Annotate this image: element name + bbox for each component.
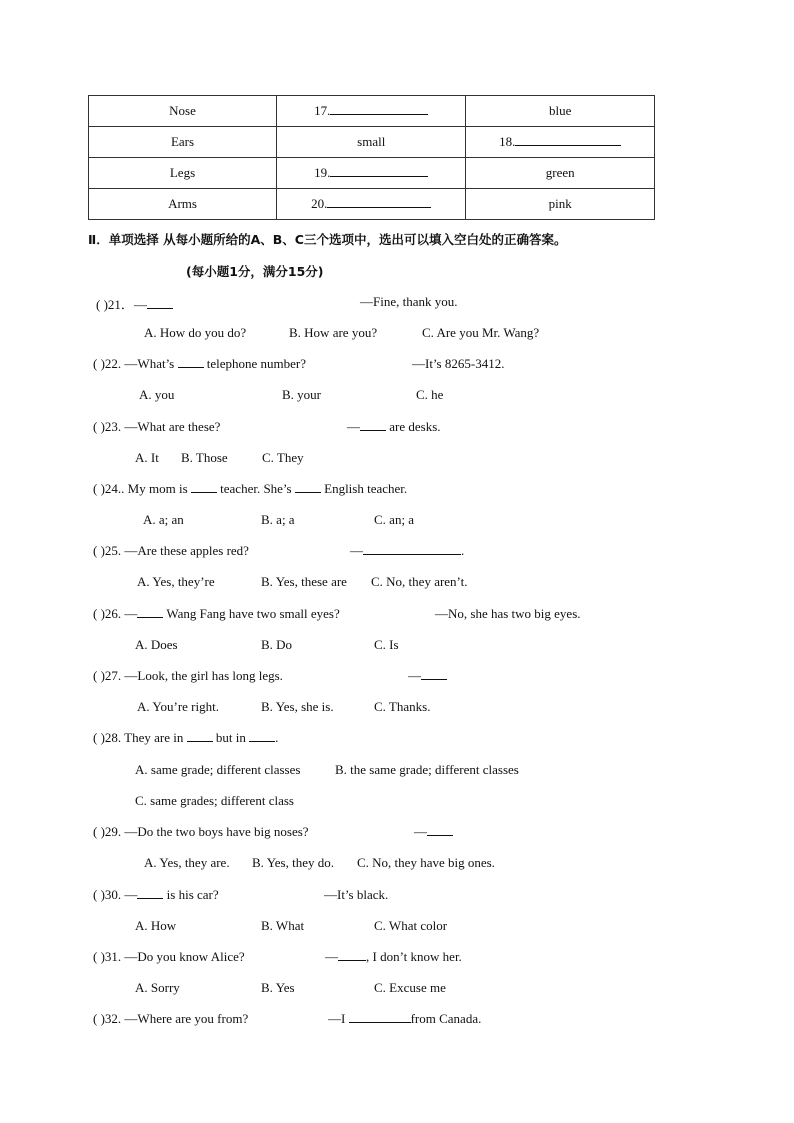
option-b[interactable]: B. Those [181, 450, 228, 465]
option-c[interactable]: C. Are you Mr. Wang? [422, 325, 540, 340]
table-row [89, 158, 655, 189]
option-c[interactable]: C. Is [374, 637, 399, 652]
option-b[interactable]: B. Yes, they do. [252, 855, 334, 870]
answer-text: —It’s black. [324, 887, 389, 902]
question-text: 22. —What’s [104, 356, 178, 371]
answer-paren[interactable]: ( ) [93, 668, 105, 683]
question-29 [93, 824, 309, 840]
option-a[interactable]: A. same grade; different classes [135, 762, 301, 777]
table-cell: pink [466, 189, 655, 220]
dash: — [133, 297, 147, 312]
question-31 [93, 949, 245, 965]
question-text: 30. — [104, 887, 138, 902]
question-23 [93, 419, 220, 435]
answer-text-tail: . [461, 543, 465, 558]
table-cell [277, 189, 466, 220]
blank-line[interactable] [421, 668, 447, 680]
answer-table [88, 95, 655, 220]
blank-line[interactable] [137, 887, 163, 899]
option-a[interactable]: A. How do you do? [144, 325, 247, 340]
table-cell: green [466, 158, 655, 189]
answer-paren[interactable]: ( ) [93, 949, 105, 964]
blank-line[interactable] [137, 606, 163, 618]
answer-paren[interactable]: ( ) [96, 297, 108, 312]
answer-text: —Fine, thank you. [360, 294, 458, 309]
blank-line[interactable] [147, 297, 173, 309]
dash: — [347, 419, 360, 434]
option-a[interactable]: A. You’re right. [137, 699, 219, 714]
answer-text: —It’s 8265-3412. [412, 356, 505, 371]
question-text: Wang Fang have two small eyes? [163, 606, 340, 621]
answer-text: —No, she has two big eyes. [435, 606, 581, 621]
table-cell: Nose [89, 96, 277, 127]
dash: — [408, 668, 421, 683]
question-text: 29. —Do the two boys have big noses? [104, 824, 309, 839]
answer-text [347, 419, 441, 435]
question-text: but in [212, 730, 250, 745]
blank-number: 17. [314, 103, 331, 118]
option-c[interactable]: C. They [262, 450, 304, 465]
option-b[interactable]: B. the same grade; different classes [335, 762, 519, 777]
section-title: Ⅱ．单项选择 从每小题所给的A、B、C三个选项中，选出可以填入空白处的正确答案。 [88, 232, 567, 247]
option-b[interactable]: B. How are you? [289, 325, 378, 340]
answer-text [414, 824, 453, 840]
question-text: 28. They are in [104, 730, 187, 745]
option-b[interactable]: B. your [282, 387, 321, 402]
answer-text-tail: from Canada. [410, 1011, 482, 1026]
question-text: . [275, 730, 279, 745]
blank-number: 19. [314, 165, 331, 180]
answer-text [350, 543, 464, 559]
blank-line[interactable] [191, 481, 217, 493]
table-cell: blue [466, 96, 655, 127]
question-text: 31. —Do you know Alice? [104, 949, 245, 964]
answer-paren[interactable]: ( ) [93, 606, 105, 621]
blank-line[interactable] [330, 103, 428, 115]
option-b[interactable]: B. What [261, 918, 305, 933]
blank-line[interactable] [187, 730, 213, 742]
answer-text-tail: , I don’t know her. [366, 949, 462, 964]
option-c[interactable]: C. same grades; different class [135, 793, 294, 808]
dash: —I [328, 1011, 349, 1026]
question-text: 32. —Where are you from? [104, 1011, 249, 1026]
option-c[interactable]: C. No, they aren’t. [371, 574, 468, 589]
question-32 [93, 1011, 248, 1027]
answer-paren[interactable]: ( ) [93, 730, 105, 745]
option-a[interactable]: A. Does [135, 637, 178, 652]
answer-text [408, 668, 447, 684]
table-row [89, 127, 655, 158]
blank-line[interactable] [515, 134, 621, 146]
table-cell [466, 127, 655, 158]
answer-paren[interactable]: ( ) [93, 419, 105, 434]
answer-paren[interactable]: ( ) [93, 356, 105, 371]
question-text: English teacher. [320, 481, 408, 496]
option-b[interactable]: B. Do [261, 637, 293, 652]
question-text: 23. —What are these? [104, 419, 221, 434]
question-text: is his car? [163, 887, 219, 902]
answer-text-tail: are desks. [386, 419, 441, 434]
option-c[interactable]: C. he [416, 387, 444, 402]
answer-paren[interactable]: ( ) [93, 543, 105, 558]
dash: — [350, 543, 363, 558]
question-text: teacher. She’s [216, 481, 295, 496]
option-a[interactable]: A. a; an [143, 512, 184, 527]
blank-number: 18. [499, 134, 516, 149]
answer-paren[interactable]: ( ) [93, 1011, 105, 1026]
option-c[interactable]: C. No, they have big ones. [357, 855, 495, 870]
blank-line[interactable] [178, 356, 204, 368]
blank-line[interactable] [327, 196, 431, 208]
table-row [89, 96, 655, 127]
blank-number: 20. [311, 196, 328, 211]
question-24 [93, 481, 407, 497]
question-26 [93, 606, 340, 622]
option-a[interactable]: A. It [135, 450, 159, 465]
question-30 [93, 887, 219, 903]
table-cell: Arms [89, 189, 277, 220]
question-21 [96, 294, 173, 313]
answer-text [328, 1011, 481, 1027]
blank-line[interactable] [295, 481, 321, 493]
table-cell: small [277, 127, 466, 158]
dash: — [414, 824, 427, 839]
question-25 [93, 543, 249, 559]
option-a[interactable]: A. you [139, 387, 175, 402]
option-b[interactable]: B. a; a [261, 512, 295, 527]
answer-text [325, 949, 462, 965]
blank-line[interactable] [363, 543, 461, 555]
blank-line[interactable] [330, 165, 428, 177]
section-score: (每小题1分，满分15分) [186, 264, 324, 279]
question-text: telephone number? [203, 356, 307, 371]
option-c[interactable]: C. an; a [374, 512, 415, 527]
blank-line[interactable] [349, 1011, 411, 1023]
option-b[interactable]: B. Yes, these are [261, 574, 347, 589]
table-cell: Legs [89, 158, 277, 189]
question-text: 24.. My mom is [104, 481, 191, 496]
option-a[interactable]: A. How [135, 918, 177, 933]
option-c[interactable]: C. Excuse me [374, 980, 446, 995]
option-a[interactable]: A. Sorry [135, 980, 180, 995]
table-cell [277, 96, 466, 127]
option-c[interactable]: C. Thanks. [374, 699, 431, 714]
table-cell: Ears [89, 127, 277, 158]
blank-line[interactable] [360, 419, 386, 431]
table-row [89, 189, 655, 220]
question-27 [93, 668, 283, 684]
option-a[interactable]: A. Yes, they’re [137, 574, 215, 589]
option-b[interactable]: B. Yes, she is. [261, 699, 334, 714]
question-28 [93, 730, 278, 746]
question-text: 27. —Look, the girl has long legs. [104, 668, 283, 683]
question-number: 21． [107, 297, 134, 312]
option-b[interactable]: B. Yes [261, 980, 295, 995]
question-22 [93, 356, 306, 372]
answer-paren[interactable]: ( ) [93, 824, 105, 839]
option-a[interactable]: A. Yes, they are. [144, 855, 230, 870]
option-c[interactable]: C. What color [374, 918, 448, 933]
answer-paren[interactable]: ( ) [93, 481, 105, 496]
question-text: 26. — [104, 606, 138, 621]
blank-line[interactable] [427, 824, 453, 836]
blank-line[interactable] [338, 949, 366, 961]
dash: — [325, 949, 338, 964]
blank-line[interactable] [249, 730, 275, 742]
question-text: 25. —Are these apples red? [104, 543, 249, 558]
answer-paren[interactable]: ( ) [93, 887, 105, 902]
table-cell [277, 158, 466, 189]
